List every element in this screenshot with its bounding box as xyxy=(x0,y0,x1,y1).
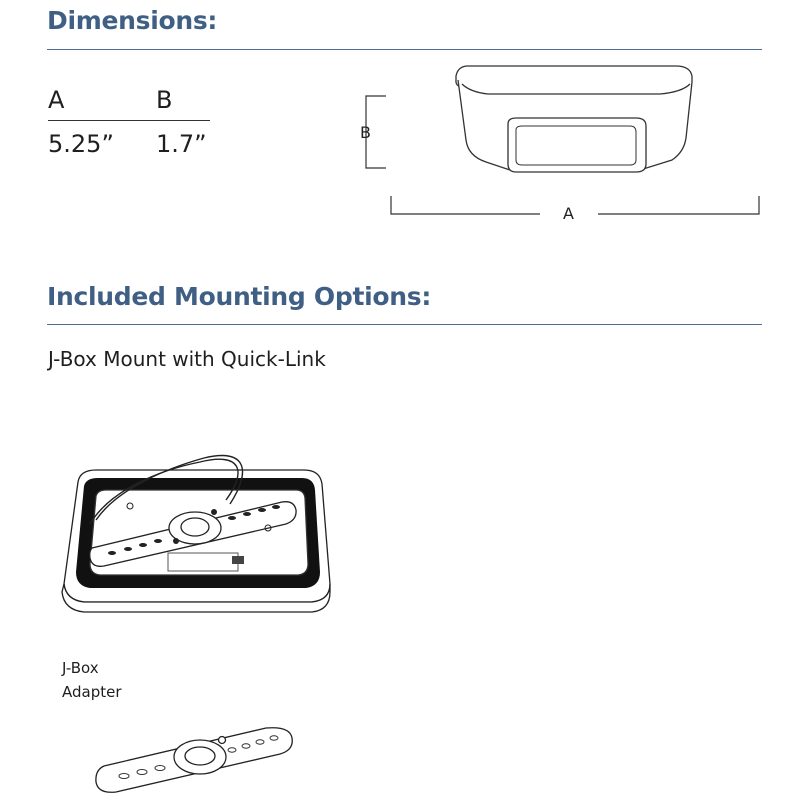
adapter-caption-line1: J-Box xyxy=(62,659,99,677)
dimension-value-a: 5.25” xyxy=(48,130,114,158)
dimensions-heading: Dimensions: xyxy=(47,6,218,35)
mounting-option-title: J-Box Mount with Quick-Link xyxy=(48,347,326,371)
mounting-options-heading: Included Mounting Options: xyxy=(47,282,432,311)
dimension-header-b: B xyxy=(156,86,173,114)
dimension-header-a: A xyxy=(48,86,65,114)
jbox-adapter-illustration xyxy=(96,728,292,793)
dimension-a-label: A xyxy=(563,204,574,223)
dimension-b-label: B xyxy=(360,123,371,142)
dimension-value-b: 1.7” xyxy=(156,130,207,158)
adapter-caption-line2: Adapter xyxy=(62,683,122,701)
